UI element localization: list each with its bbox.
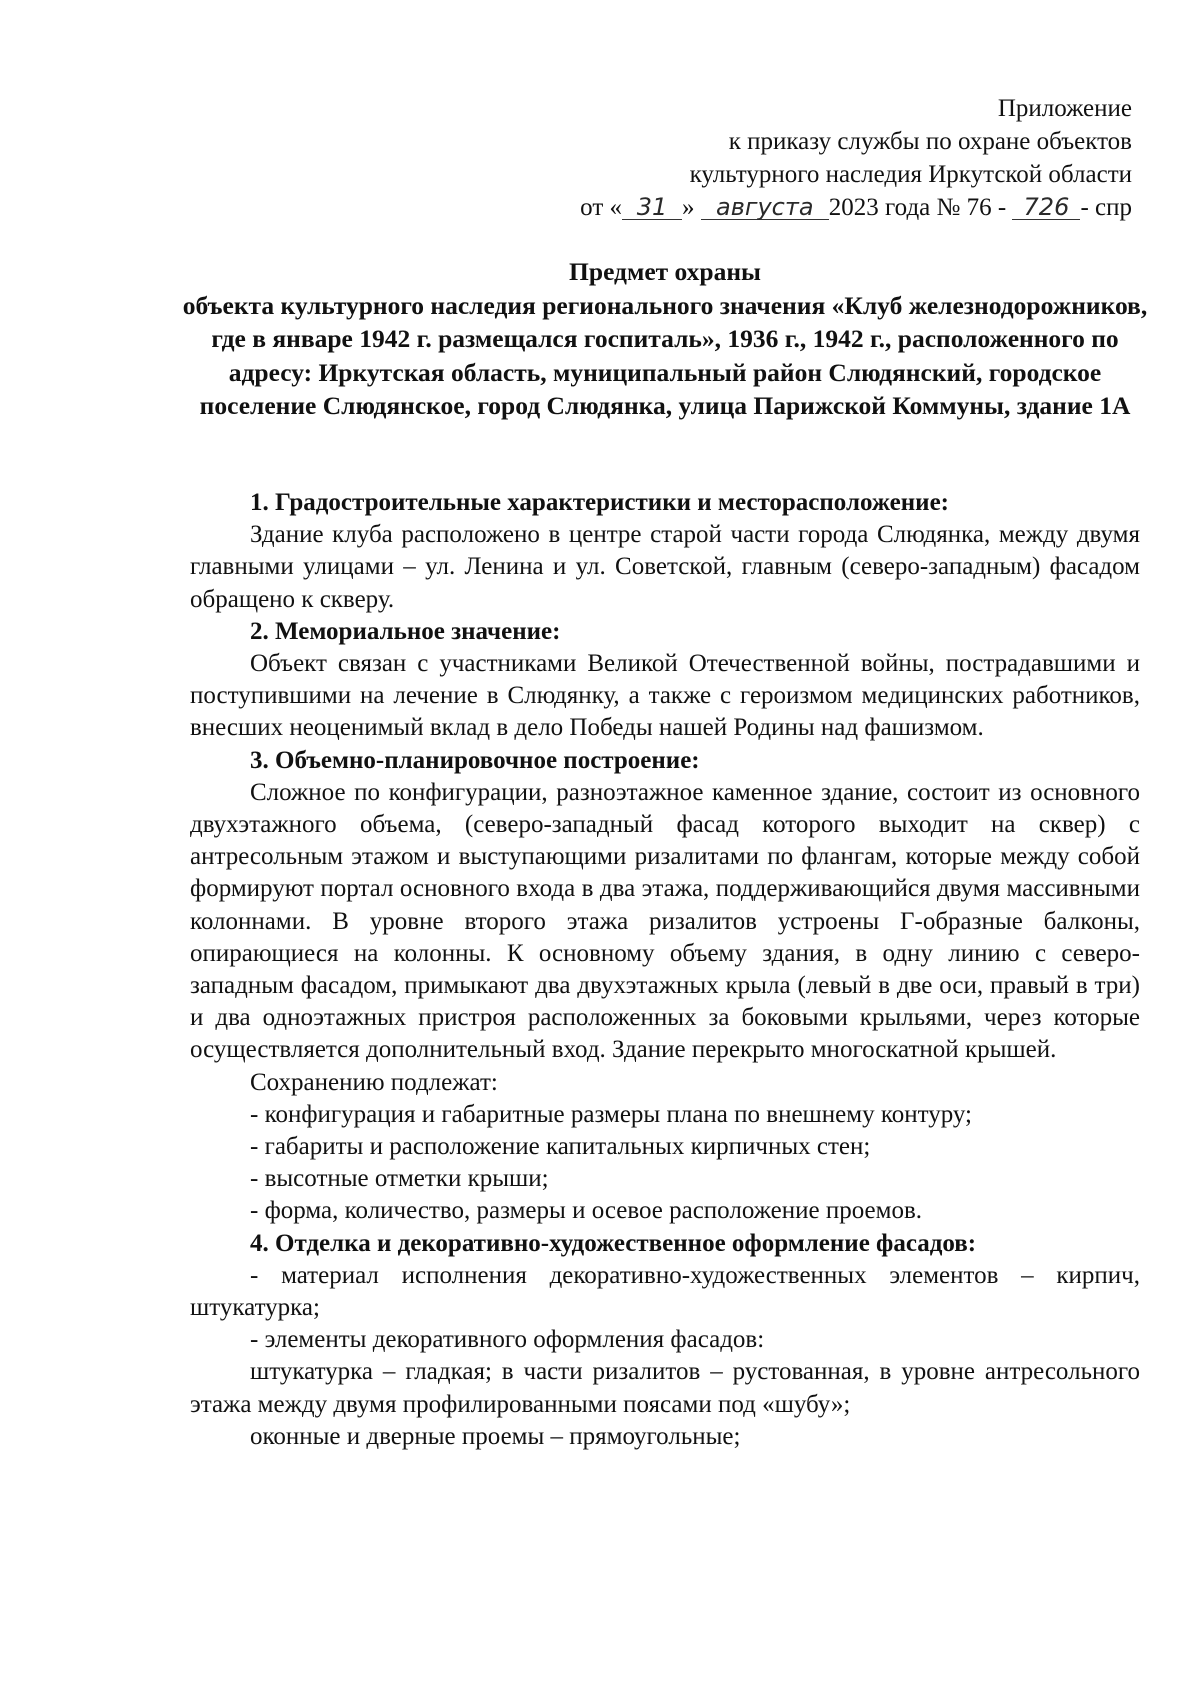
handwritten-order-number: 726 [1012,195,1080,220]
document-body [190,487,1140,1453]
preserve-item: - габариты и расположение капитальных кирпичных стен; [250,1133,871,1161]
appendix-header [580,92,1132,224]
section-4-heading: 4. Отделка и декоративно-художественное оформление фасадов: [250,1229,977,1257]
document-title [180,255,1150,423]
preserve-item: - форма, количество, размеры и осевое расположение проемов. [250,1197,922,1225]
section-4-plaster-text: штукатурка – гладкая; в части ризалитов – рустованная, в уровне антресольного этажа между двумя профилированными поясами под «шубу»; [190,1358,1140,1418]
preserve-item: - высотные отметки крыши; [250,1165,549,1193]
section-4-item-material: - материал исполнения декоративно-художественных элементов – кирпич, штукатурка; [190,1261,1140,1322]
section-4-item-elements: - элементы декоративного оформления фасадов: [250,1326,765,1354]
section-3-heading: 3. Объемно-планировочное построение: [250,746,700,774]
appendix-authority: культурного наследия Иркутской области [689,161,1132,188]
preserve-item: - конфигурация и габаритные размеры плана по внешнему контуру; [250,1100,972,1128]
handwritten-day: 31 [622,195,682,220]
section-2-text: Объект связан с участниками Великой Отечественной войны, пострадавшими и поступившими на лечение в Слюдянку, а также с героизмом медицинских работников, внесших неоценимый вклад в дело Победы нашей Родины над фашизмом. [190,650,1140,742]
appendix-date-line [580,191,1132,224]
section-2-heading: 2. Мемориальное значение: [250,617,561,645]
section-4-openings-text: оконные и дверные проемы – прямоугольные; [250,1422,741,1450]
section-3-text: Сложное по конфигурации, разноэтажное каменное здание, состоит из основного двухэтажного объема, (северо-западный фасад которого выходит на сквер) с антресольным этажом и выступающими ризалитами по флангам, которые между собой формируют портал основного входа в два этажа, поддерживающийся двумя массивными колоннами. В уровне второго этажа ризалитов устроены Г-образные балконы, опирающиеся на колонны. К основному объему здания, в одну линию с северо-западным фасадом, примыкают два двухэтажных крыла (левый в две оси, правый в три) и два одноэтажных пристроя расположенных за боковыми крыльями, через которые осуществляется дополнительный вход. Здание перекрыто многоскатной крышей. [190,778,1140,1064]
date-year-text: 2023 года № 76 - [828,194,1007,221]
handwritten-month: августа [701,195,829,220]
section-1-heading: 1. Градостроительные характеристики и месторасположение: [250,489,949,516]
preserve-intro: Сохранению подлежат: [250,1068,498,1096]
date-mid: » [682,194,695,221]
title-subtitle: объекта культурного наследия регионального значения «Клуб железнодорожников, где в январе 1942 г. размещался госпиталь», 1936 г., 1942 г., расположенного по адресу: Иркутская область, муниципальный район Слюдянский, городское поселение Слюдянское, город Слюдянка, улица Парижской Коммуны, здание 1А [182,290,1148,420]
section-1-text: Здание клуба расположено в центре старой части города Слюдянка, между двумя главными улицами – ул. Ленина и ул. Советской, главным (северо-западным) фасадом обращено к скверу. [190,521,1140,613]
date-prefix: от « [580,194,623,221]
appendix-title: Приложение [997,95,1132,122]
appendix-order-ref: к приказу службы по охране объектов [728,128,1132,155]
order-suffix: - спр [1080,194,1132,221]
title-main: Предмет охраны [569,257,761,286]
